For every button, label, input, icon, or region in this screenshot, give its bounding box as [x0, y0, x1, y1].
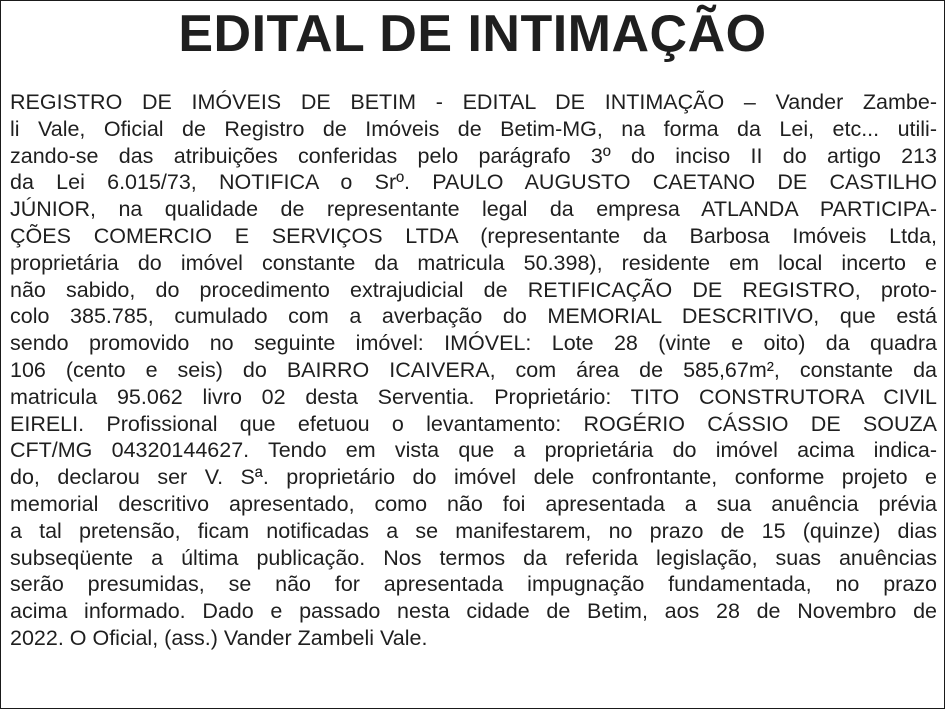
notice-line: memorial descritivo apresentado, como não foi apresentada a sua anuência prévia: [10, 491, 937, 516]
notice-line: JÚNIOR, na qualidade de representante legal da empresa ATLANDA PARTICIPA-: [10, 197, 937, 222]
notice-line: serão presumidas, se não for apresentada impugnação fundamentada, no prazo: [10, 572, 937, 597]
notice-line: subseqüente a última publicação. Nos termos da referida legislação, suas anuências: [10, 545, 937, 570]
notice-line-last: 2022. O Oficial, (ass.) Vander Zambeli Vale.: [10, 625, 428, 650]
notice-line: li Vale, Oficial de Registro de Imóveis de Betim-MG, na forma da Lei, etc... utili-: [10, 116, 937, 141]
notice-line: zando-se das atribuições conferidas pelo parágrafo 3º do inciso II do artigo 213: [10, 143, 937, 168]
notice-line: do, declarou ser V. Sª. proprietário do imóvel dele confrontante, conforme projeto e: [10, 465, 937, 490]
notice-line: 106 (cento e seis) do BAIRRO ICAIVERA, com área de 585,67m², constante da: [10, 357, 937, 382]
notice-line: sendo promovido no seguinte imóvel: IMÓVEL: Lote 28 (vinte e oito) da quadra: [10, 331, 937, 356]
notice-line: EIRELI. Profissional que efetuou o levantamento: ROGÉRIO CÁSSIO DE SOUZA: [10, 411, 937, 436]
notice-line: matricula 95.062 livro 02 desta Serventia. Proprietário: TITO CONSTRUTORA CIVIL: [10, 384, 937, 409]
notice-line: a tal pretensão, ficam notificadas a se manifestarem, no prazo de 15 (quinze) dias: [10, 518, 937, 543]
notice-line: da Lei 6.015/73, NOTIFICA o Srº. PAULO AUGUSTO CAETANO DE CASTILHO: [10, 170, 937, 195]
notice-line: colo 385.785, cumulado com a averbação do MEMORIAL DESCRITIVO, que está: [10, 304, 937, 329]
notice-line: acima informado. Dado e passado nesta cidade de Betim, aos 28 de Novembro de: [10, 599, 937, 624]
notice-body: [10, 89, 937, 652]
notice-line: REGISTRO DE IMÓVEIS DE BETIM - EDITAL DE INTIMAÇÃO – Vander Zambe-: [10, 90, 937, 114]
notice-line: proprietária do imóvel constante da matricula 50.398), residente em local incerto e: [10, 250, 937, 275]
notice-line: CFT/MG 04320144627. Tendo em vista que a proprietária do imóvel acima indica-: [10, 438, 937, 463]
notice-line: ÇÕES COMERCIO E SERVIÇOS LTDA (representante da Barbosa Imóveis Ltda,: [10, 223, 937, 248]
notice-title: EDITAL DE INTIMAÇÃO: [178, 5, 767, 63]
notice-line: não sabido, do procedimento extrajudicial de RETIFICAÇÃO DE REGISTRO, proto-: [10, 277, 937, 302]
